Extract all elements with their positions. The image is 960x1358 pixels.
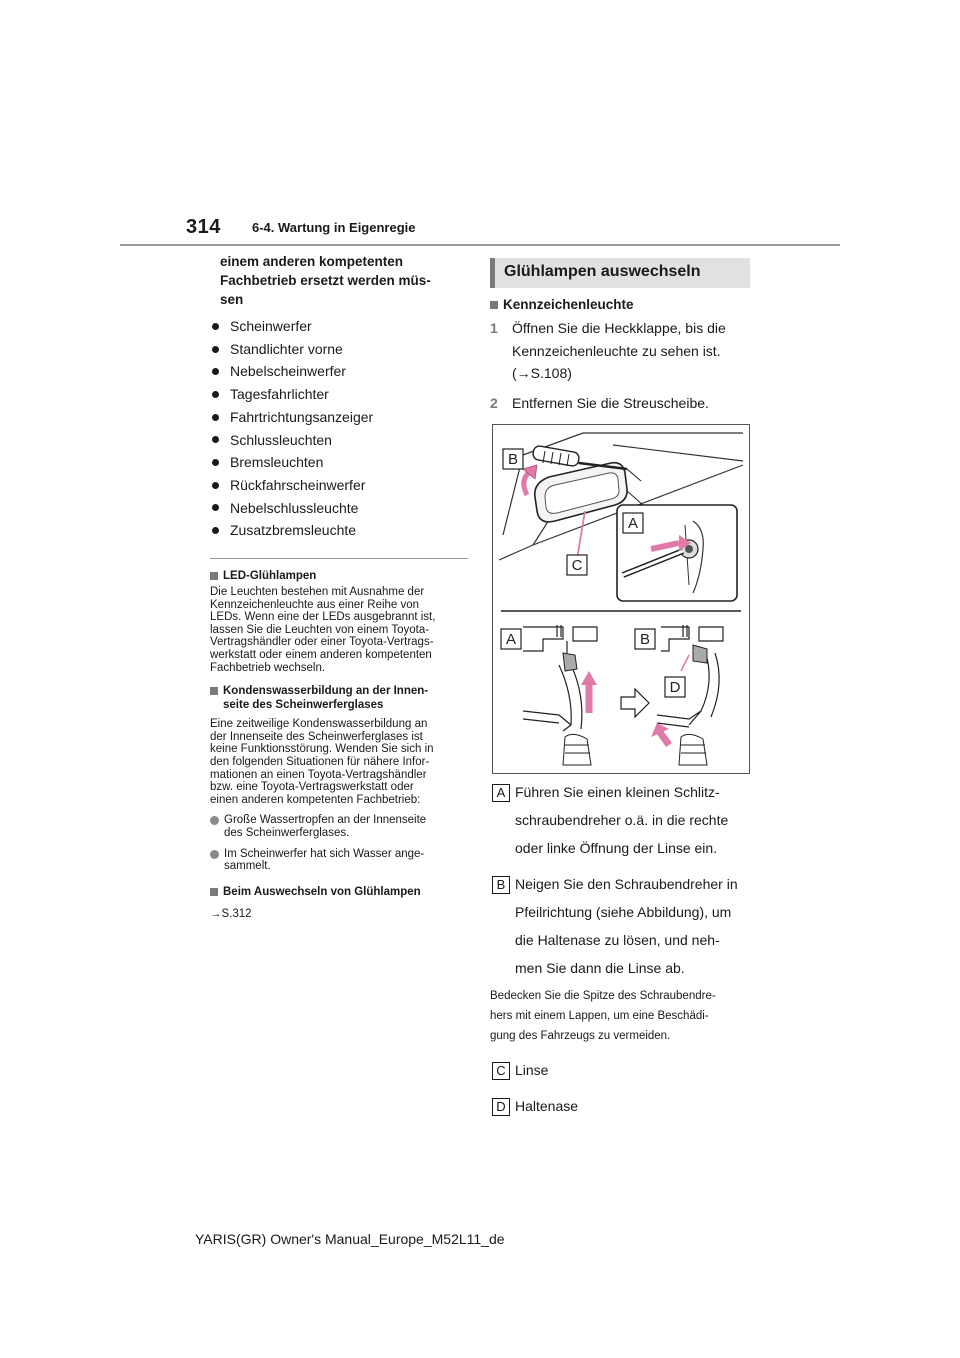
figure-label-c: C (571, 557, 583, 574)
bullet-icon (212, 391, 219, 398)
lamp-list (210, 315, 468, 542)
list-item: Zusatzbremsleuchte (210, 519, 468, 542)
right-column (490, 258, 750, 414)
intro-text (220, 252, 468, 309)
item-b: B Neigen Sie den Schraubendreher in Pfeilrichtung (siehe Abbildung), um die Haltenase zu lösen, und neh- men Sie dann die Linse ab. (490, 870, 755, 982)
bullet-icon (212, 323, 219, 330)
condensation-paragraph: Eine zeitweilige Kondenswasserbildung an der Innenseite des Scheinwerferglases ist keine Funktionsstörung. Wenden Sie sich in den folgenden Situationen für nähere Infor- mationen an einen Toyota-Vertragshändler bzw. eine Toyota-Vertragswerkstatt oder einen anderen kompetenten Fachbetrieb: (210, 718, 434, 806)
illustration (492, 424, 750, 774)
led-heading: LED-Glühlampen (210, 569, 468, 583)
step-1: 1 Öffnen Sie die Heckklappe, bis die Kennzeichenleuchte zu sehen ist. (→S.108) (490, 317, 750, 385)
square-bullet-icon (490, 301, 498, 309)
note-paragraph: Bedecken Sie die Spitze des Schraubendre- hers mit einem Lappen, um eine Beschädi- gung des Fahrzeugs zu vermeiden. (490, 990, 716, 1042)
section-heading (490, 258, 750, 288)
figure-label-b: B (507, 451, 519, 468)
condensation-heading: Kondenswasserbildung an der Innen- seite des Scheinwerferglases (210, 684, 468, 712)
lettered-items (490, 778, 755, 1120)
replace-heading: Beim Auswechseln von Glühlampen (210, 885, 468, 899)
condensation-item: Große Wassertropfen an der Innenseite des Scheinwerferglases. (210, 814, 468, 839)
figure-label-a: A (627, 515, 639, 532)
page-number: 314 (186, 216, 221, 238)
bullet-icon (212, 504, 219, 511)
list-item: Schlussleuchten (210, 429, 468, 452)
bullet-icon (212, 368, 219, 375)
circle-bullet-icon (210, 850, 219, 859)
item-d: D Haltenase (490, 1092, 755, 1120)
bullet-icon (212, 346, 219, 353)
section-title: 6-4. Wartung in Eigenregie (252, 220, 416, 235)
list-item: Nebelschlussleuchte (210, 497, 468, 520)
footer-text: YARIS(GR) Owner's Manual_Europe_M52L11_de (195, 1231, 505, 1247)
bullet-icon (212, 482, 219, 489)
letter-badge: C (492, 1062, 510, 1080)
heading-text: Glühlampen auswechseln (504, 263, 701, 280)
intro-line: sen (220, 292, 244, 307)
list-item: Standlichter vorne (210, 338, 468, 361)
heading-bar (490, 258, 495, 288)
list-item: Fahrtrichtungsanzeiger (210, 406, 468, 429)
letter-badge: B (492, 876, 510, 894)
condensation-item: Im Scheinwerfer hat sich Wasser ange- sammelt. (210, 848, 468, 873)
license-plate-lamp-illustration (493, 425, 749, 773)
header-rule (120, 244, 840, 246)
intro-line: einem anderen kompetenten (220, 254, 404, 269)
square-bullet-icon (210, 687, 218, 695)
bullet-icon (212, 414, 219, 421)
item-c: C Linse (490, 1056, 755, 1084)
list-item: Tagesfahrlichter (210, 383, 468, 406)
figure-label-a-lower: A (505, 631, 517, 648)
square-bullet-icon (210, 572, 218, 580)
bullet-icon (212, 527, 219, 534)
step-number: 2 (490, 394, 498, 411)
bullet-icon (212, 436, 219, 443)
step-number: 1 (490, 320, 498, 336)
figure-label-b-lower: B (639, 631, 651, 648)
subheading: Kennzeichenleuchte (490, 297, 750, 312)
intro-line: Fachbetrieb ersetzt werden müs- (220, 273, 431, 288)
square-bullet-icon (210, 888, 218, 896)
list-item: Bremsleuchten (210, 451, 468, 474)
step-2: 2 Entfernen Sie die Streuscheibe. (490, 392, 750, 415)
led-paragraph: Die Leuchten bestehen mit Ausnahme der Kennzeichenleuchte aus einer Reihe von LEDs. Wenn eine der LEDs ausgebrannt ist, lassen Sie die Leuchten von einem Toyota- Vertragshändler oder einer Toyota-Vertrags- werkstatt oder einem anderen kompetenten Fachbetrieb wechseln. (210, 586, 436, 674)
circle-bullet-icon (210, 816, 219, 825)
page-reference: →S.312 (210, 907, 252, 920)
letter-badge: D (492, 1098, 510, 1116)
list-item: Scheinwerfer (210, 315, 468, 338)
left-column (210, 252, 468, 920)
section-divider (210, 558, 468, 559)
figure-label-d: D (669, 679, 681, 696)
list-item: Nebelscheinwerfer (210, 360, 468, 383)
item-a: A Führen Sie einen kleinen Schlitz- schraubendreher o.ä. in die rechte oder linke Öffnung der Linse ein. (490, 778, 755, 862)
bullet-icon (212, 459, 219, 466)
list-item: Rückfahrscheinwerfer (210, 474, 468, 497)
letter-badge: A (492, 784, 510, 802)
